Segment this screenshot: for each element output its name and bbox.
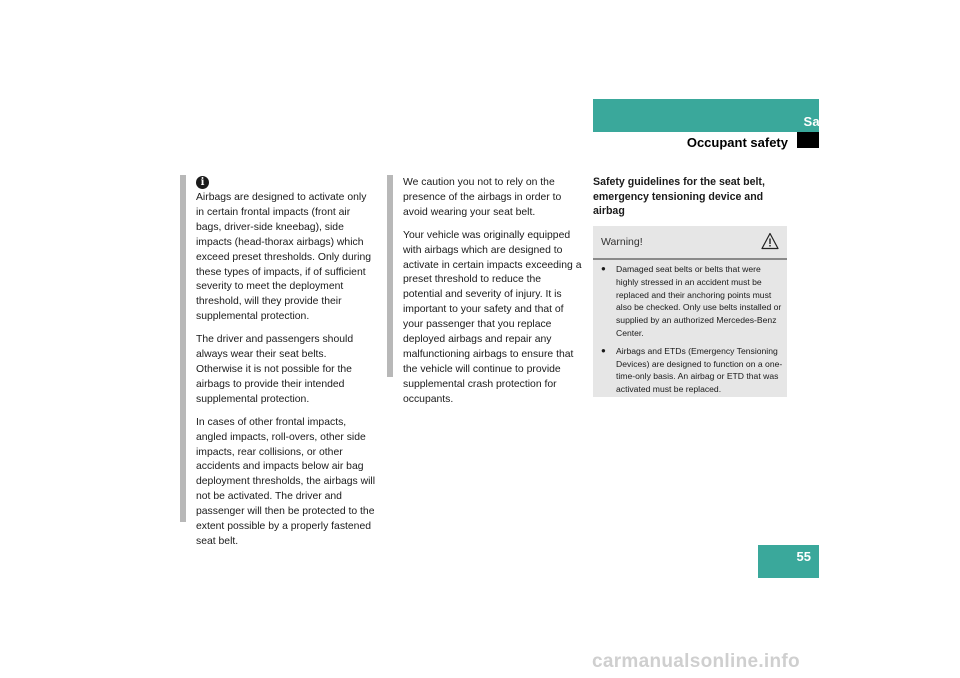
subsection-title: Occupant safety: [686, 135, 788, 150]
caution-note: [403, 176, 583, 416]
warning-item-text: Damaged seat belts or belts that were highly stressed in an accident must be replaced and their anchoring points must also be checked. Only use belts installed or supplied by an authorized Mercedes-Benz Center.: [616, 264, 782, 338]
header-marker: [797, 132, 819, 148]
warning-triangle-icon: [761, 232, 779, 250]
warning-item-text: Airbags and ETDs (Emergency Tensioning Devices) are designed to function on a one-time-only basis. An airbag or ETD that was activated must be replaced.: [616, 345, 783, 395]
info-paragraph: Airbags are designed to activate only in certain frontal impacts (front air bags, driver-side kneebag), side impacts (head-thorax airbags) which exceed preset thresholds. Only during these types of impacts, if of sufficient severity to meet the deployment threshold, will they provide their supplemental protection.: [196, 192, 372, 323]
section-title: Safety and Security: [803, 114, 928, 129]
caution-paragraph: We caution you not to rely on the presence of the airbags in order to avoid wearing your seat belt.: [403, 177, 562, 218]
info-icon: i: [196, 176, 209, 189]
info-paragraph: The driver and passengers should always wear their seat belts. Otherwise it is not possible for the airbags to provide their intended supplemental protection.: [196, 334, 354, 405]
watermark: carmanualsonline.info: [592, 651, 800, 672]
bullet-icon: ●: [601, 345, 606, 355]
page-number-box: [758, 545, 819, 578]
caution-paragraph: Your vehicle was originally equipped with airbags which are designed to activate in certain impacts exceeding a preset threshold to reduce the potential and severity of injury. It is important to your safety and that of your passenger that you replace deployed airbags and repair any malfunctioning airbags to ensure that the vehicle will continue to provide supplemental crash protection for occupants.: [403, 229, 582, 405]
warning-label: Warning!: [601, 236, 643, 248]
bullet-icon: ●: [601, 264, 606, 273]
caution-sidebar-bar: [387, 175, 393, 377]
warning-item: [601, 345, 785, 396]
page-number: 55: [796, 549, 811, 564]
warning-header: [593, 226, 787, 260]
guidelines-heading: Safety guidelines for the seat belt, emergency tensioning device and airbag: [593, 176, 765, 218]
warning-item: [601, 263, 785, 340]
info-note: [196, 176, 376, 558]
warning-box: [593, 226, 787, 397]
warning-list: [601, 263, 785, 401]
note-sidebar-bar: [180, 175, 186, 522]
info-paragraph: In cases of other frontal impacts, angled impacts, roll-overs, other side impacts, rear collisions, or other accidents and impacts below air bag deployment thresholds, the airbags will not be activated. The driver and passenger will then be protected to the extent possible by a properly fastened seat belt.: [196, 416, 376, 547]
section-header-band: [593, 99, 819, 132]
